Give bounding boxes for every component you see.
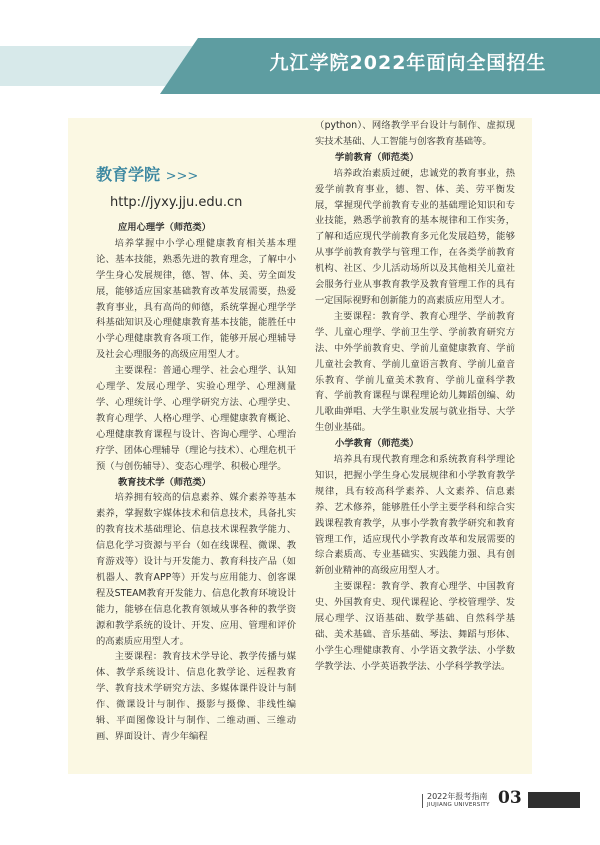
footer-guide-title: 2022年报考指南 — [427, 792, 488, 801]
page-number-bar — [528, 792, 580, 808]
section-courses-applied-psychology: 主要课程：普通心理学、社会心理学、认知心理学、发展心理学、实验心理学、心理测量学、心理统计学、心理学研究方法、心理学史、教育心理学、人格心理学、心理健康教育概论、心理健康教育课程与设计、咨询心理学、心理治疗学、团体心理辅导（理论与技术）、心理危机干预（与创伤辅导）、变态心理学、积极心理学。 — [96, 365, 296, 472]
school-arrows: >>> — [165, 169, 199, 184]
section-desc-applied-psychology: 培养掌握中小学心理健康教育相关基本理论、基本技能，熟悉先进的教育理念，了解中小学生身心发展规律，德、智、体、美、劳全面发展，能够适应国家基础教育改革发展需要，热爱教育事业，具有高尚的师德，系统掌握心理学学科基础知识及心理健康教育基本技能，能胜任中小学心理健康教育各项工作，能够开展心理辅导及社会心理服务的高级应用型人才。 — [96, 237, 296, 361]
school-url[interactable]: http://jyxy.jju.edu.cn — [110, 195, 243, 210]
content-panel — [68, 118, 532, 774]
section-courses-preschool: 主要课程：教育学、教育心理学、学前教育学、儿童心理学、学前卫生学、学前教育研究方法、中外学前教育史、学前儿童健康教育、学前儿童社会教育、学前儿童语言教育、学前儿童音乐教育、学前儿童美术教育、学前儿童科学教育、学前教育课程与课程理论幼儿舞蹈创编、幼儿歌曲弹唱、大学生职业发展与就业指导、大学生创业基础。 — [315, 310, 515, 434]
school-heading — [96, 164, 296, 188]
section-courses-primary: 主要课程：教育学、教育心理学、中国教育史、外国教育史、现代课程论、学校管理学、发展心理学、汉语基础、数学基础、自然科学基础、美术基础、音乐基础、琴法、舞蹈与形体、小学生心理健康教育、小学语文教学法、小学数学教学法、小学英语教学法、小学科学教学法。 — [315, 581, 515, 672]
section-desc-edu-tech: 培养拥有较高的信息素养、媒介素养等基本素养，掌握数字媒体技术和信息技术，具备扎实的教育技术基础理论、信息技术课程教学能力、信息化学习资源与平台（如在线课程、微课、教育游戏等）设计与开发能力、教育科技产品（如机器人、教育APP等）开发与应用能力、创客课程及STEAM教育开发能力、信息化教育环境设计能力，能够在信息化教育领域从事各种的教学资源和教学系统的设计、开发、应用、管理和评价的高素质应用型人才。 — [96, 492, 296, 647]
footer-divider — [422, 794, 423, 808]
section-courses-edu-tech-cont: （python）、网络教学平台设计与制作、虚拟现实技术基础、人工智能与创客教育基础等。 — [315, 120, 515, 147]
banner-title: 九江学院2022年面向全国招生 — [269, 52, 547, 74]
page-number: 03 — [498, 788, 522, 808]
section-title-primary: 小学教育（师范类） — [335, 438, 419, 450]
section-title-preschool: 学前教育（师范类） — [335, 151, 419, 163]
school-name: 教育学院 — [96, 165, 161, 184]
left-column — [96, 118, 296, 745]
section-title-edu-tech: 教育技术学（师范类） — [118, 476, 211, 488]
right-column — [315, 118, 515, 675]
section-courses-edu-tech: 主要课程：教育技术学导论、教学传播与媒体、教学系统设计、信息化教学论、远程教育学、教育技术学研究方法、多媒体课件设计与制作、微课设计与制作、摄影与摄像、非线性编辑、平面图像设计与制作、二维动画、三维动画、界面设计、青少年编程 — [96, 651, 296, 742]
section-title-applied-psychology: 应用心理学（师范类） — [118, 222, 211, 233]
section-desc-primary: 培养具有现代教育理念和系统教育科学理论知识，把握小学生身心发展规律和小学教育教学规律，具有较高科学素养、人文素养、信息素养、艺术修养，能够胜任小学主要学科和综合实践课程教育教学，从事小学教育教学研究和教育管理工作，适应现代小学教育改革和发展需要的综合素质高、专业基础实、实践能力强、具有创新创业精神的高级应用型人才。 — [315, 454, 515, 577]
footer-text — [427, 792, 490, 810]
header-banner — [0, 38, 600, 94]
section-desc-preschool: 培养政治素质过硬，忠诚党的教育事业，热爱学前教育事业，德、智、体、美、劳平衡发展，掌握现代学前教育专业的基础理论知识和专业技能，熟悉学前教育的基本规律和工作实务，了解和适应现代学前教育多元化发展趋势，能够从事学前教育教学与管理工作，在各类学前教育机构、社区、少儿活动场所以及其他相关儿童社会服务行业从事教育教学及教育管理工作的具有一定国际视野和创新能力的高素质应用型人才。 — [315, 167, 515, 306]
footer-university: JIUJIANG UNIVERSITY — [427, 802, 490, 808]
